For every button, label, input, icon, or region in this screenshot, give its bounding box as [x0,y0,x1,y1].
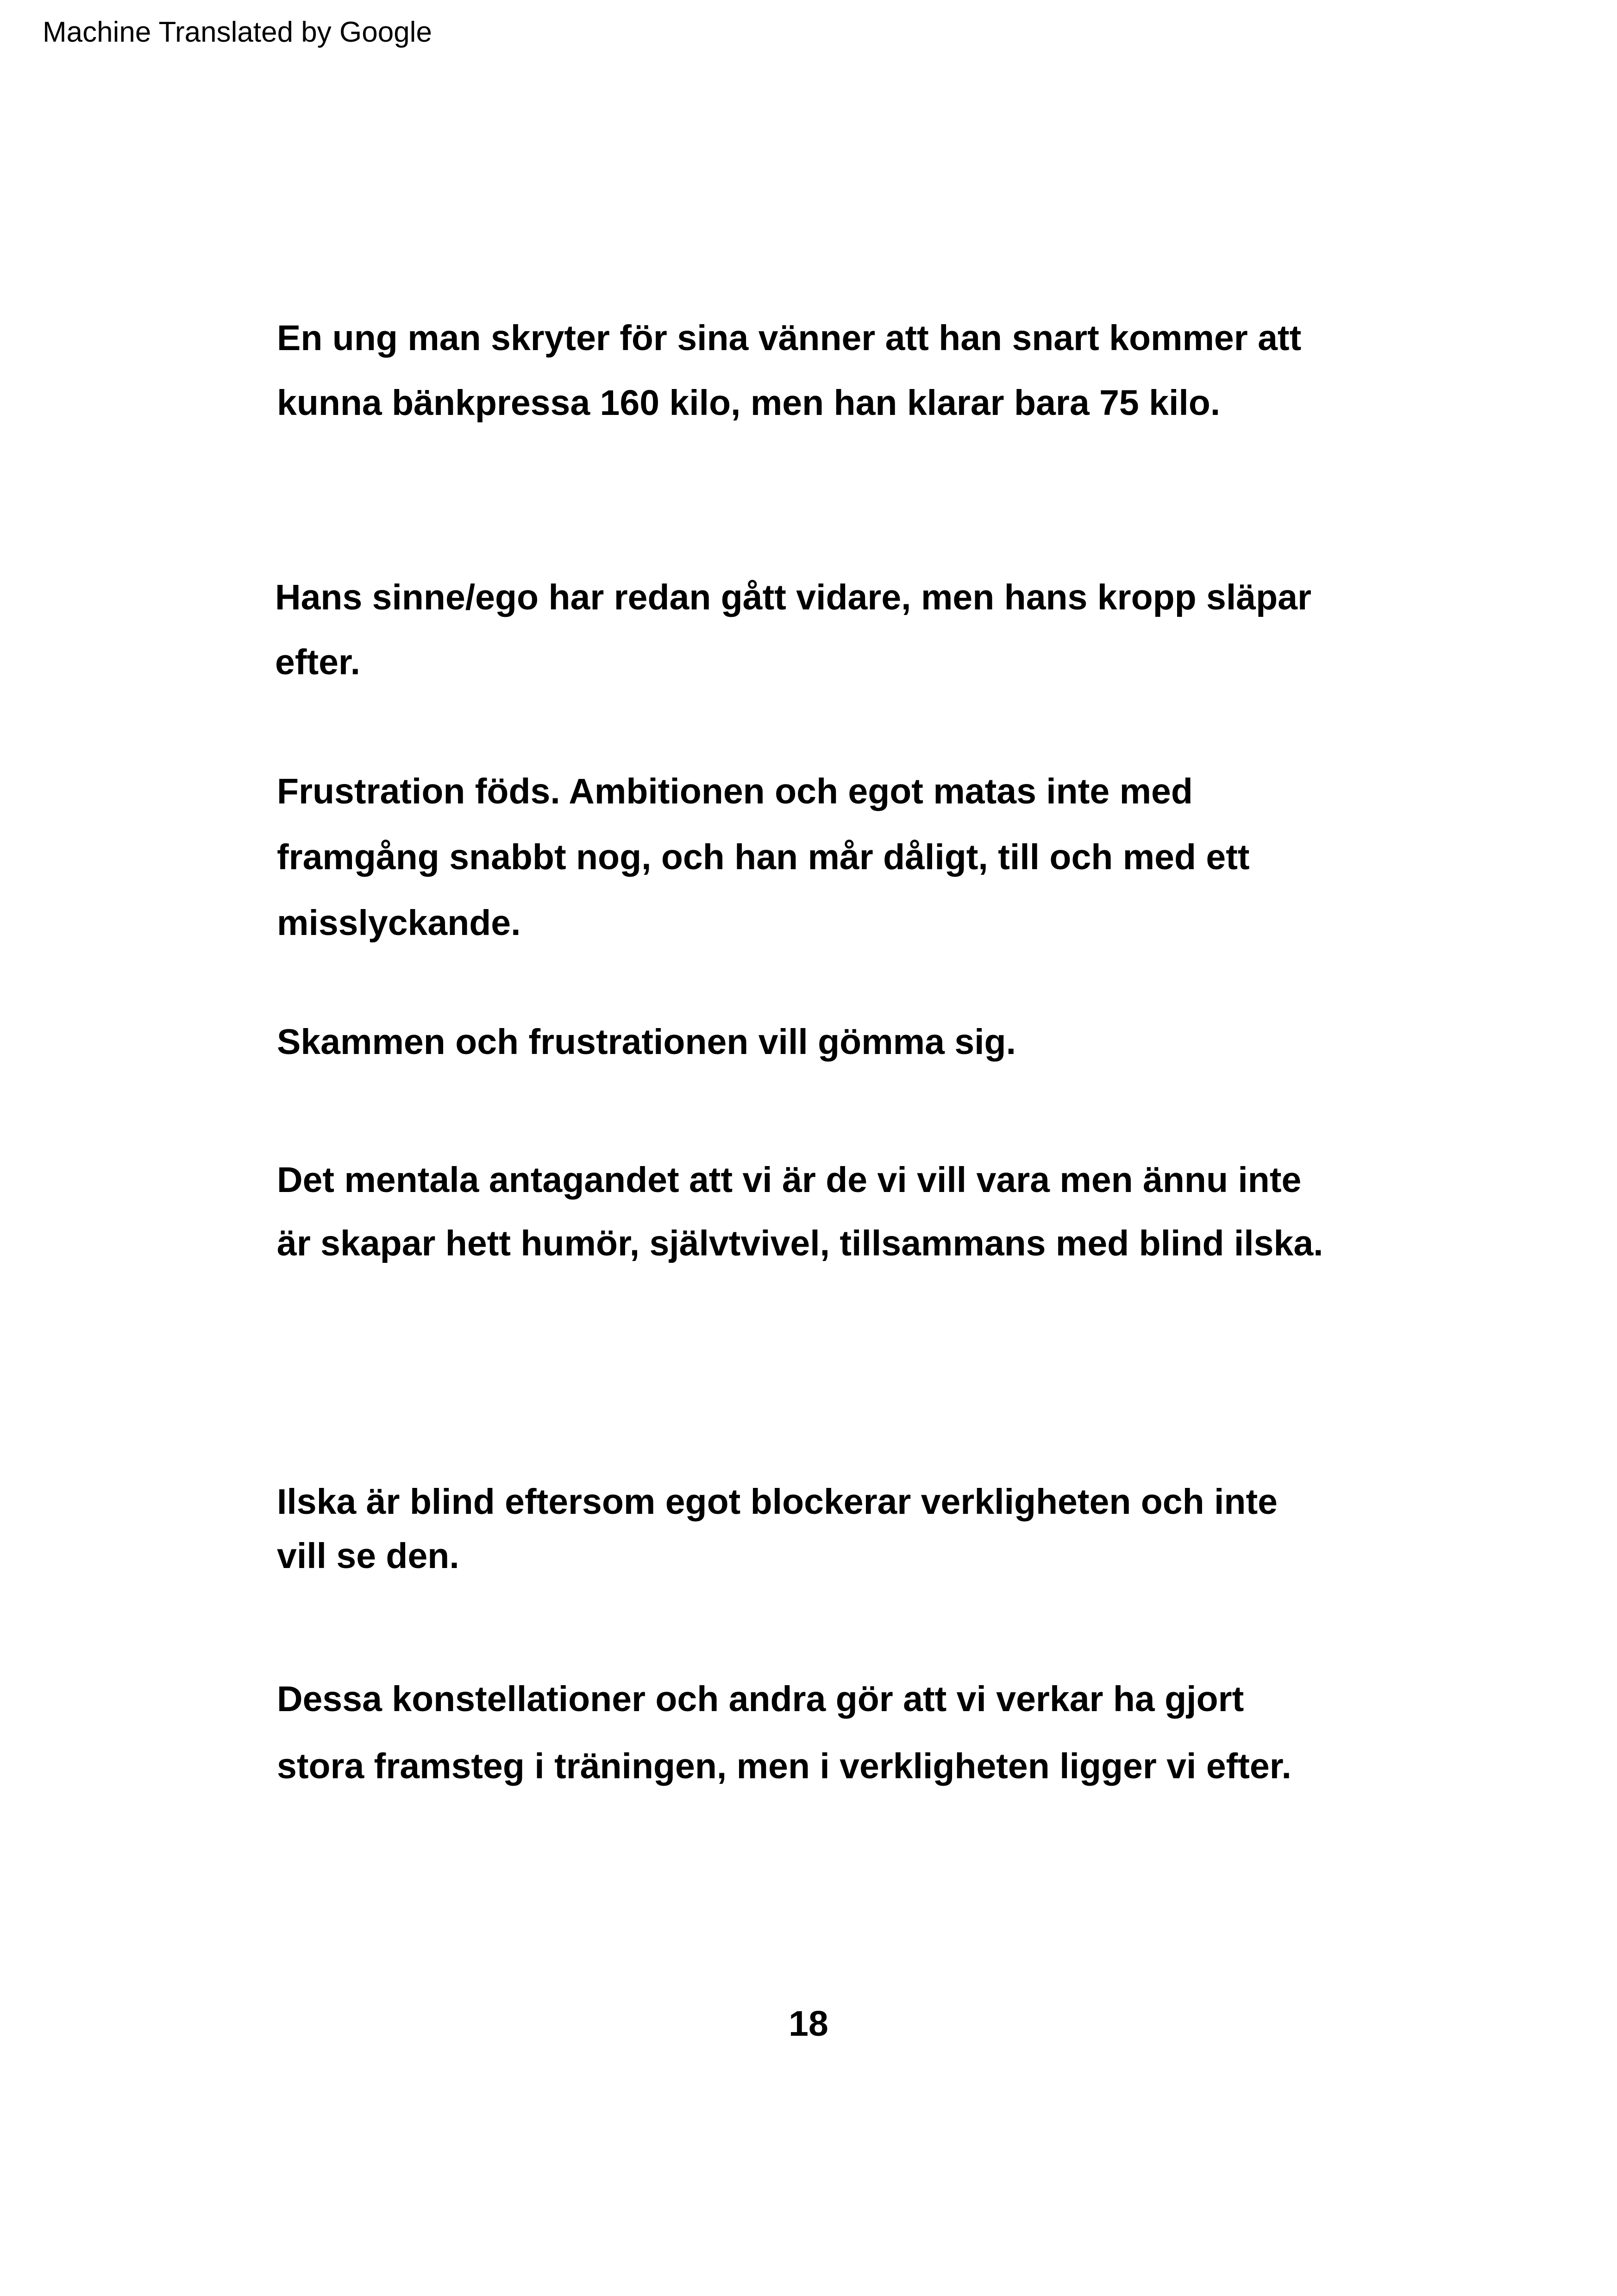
paragraph-anger-blind [277,1475,1278,1583]
page-number: 18 [789,2004,828,2044]
paragraph-line: Skammen och frustrationen vill gömma sig. [277,1022,1016,1062]
paragraph-line: stora framsteg i träningen, men i verkligheten ligger vi efter. [277,1746,1291,1786]
paragraph-line: Det mentala antagandet att vi är de vi vill vara men ännu inte [277,1160,1302,1200]
paragraph-line: vill se den. [277,1536,459,1576]
paragraph-line: kunna bänkpressa 160 kilo, men han klarar bara 75 kilo. [277,383,1221,423]
paragraph-line: Hans sinne/ego har redan gått vidare, men hans kropp släpar [275,577,1311,617]
paragraph-bench-press [277,306,1301,435]
paragraph-frustration [277,759,1250,956]
paragraph-mind-ego [275,565,1311,695]
paragraph-line: efter. [275,642,361,682]
paragraph-line: misslyckande. [277,903,521,943]
paragraph-line: är skapar hett humör, självtvivel, tillsammans med blind ilska. [277,1223,1323,1263]
paragraph-shame [277,1010,1016,1074]
paragraph-line: framgång snabbt nog, och han mår dåligt, till och med ett [277,837,1250,877]
machine-translation-banner: Machine Translated by Google [43,16,432,48]
paragraph-line: Ilska är blind eftersom egot blockerar verkligheten och inte [277,1482,1278,1522]
paragraph-mental-assumption [277,1148,1323,1275]
paragraph-constellations [277,1666,1291,1800]
paragraph-line: Frustration föds. Ambitionen och egot matas inte med [277,772,1193,811]
paragraph-line: Dessa konstellationer och andra gör att vi verkar ha gjort [277,1679,1244,1719]
paragraph-line: En ung man skryter för sina vänner att han snart kommer att [277,318,1302,358]
